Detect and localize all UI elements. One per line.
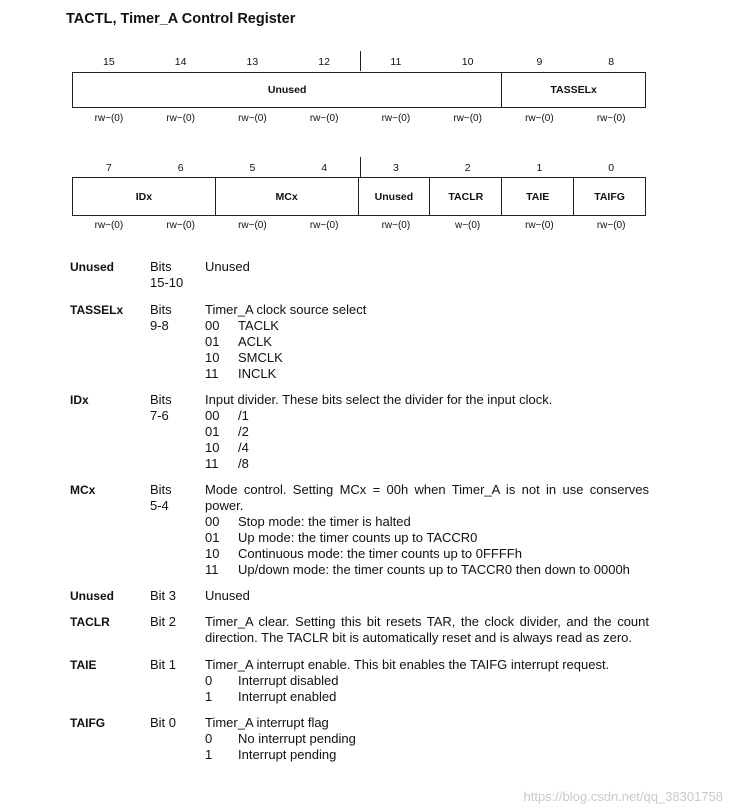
value-meaning: No interrupt pending	[238, 731, 356, 746]
bit-number: 6	[177, 162, 184, 174]
field-description	[205, 614, 649, 646]
value-code: 11	[205, 456, 219, 471]
access-type: rw−(0)	[238, 220, 267, 231]
value-code: 10	[205, 546, 220, 561]
value-option	[205, 689, 649, 705]
value-option	[205, 530, 649, 546]
value-meaning: Continuous mode: the timer counts up to 0FFFFh	[238, 546, 522, 561]
access-type: rw−(0)	[94, 113, 124, 124]
value-meaning: SMCLK	[238, 350, 283, 365]
field-name: TAIFG	[70, 716, 106, 730]
value-option	[205, 456, 649, 472]
value-option	[205, 440, 649, 456]
value-option	[205, 514, 649, 530]
field-bits: Bits 7-6	[150, 392, 172, 423]
value-code: 01	[205, 530, 220, 545]
value-code: 00	[205, 514, 220, 529]
value-option	[205, 424, 649, 440]
access-type: rw−(0)	[525, 113, 554, 124]
register-field-taclr: TACLR	[430, 178, 502, 215]
description-text: Mode control. Setting MCx = 00h when Timer_A is not in use conserves power.	[205, 482, 649, 513]
value-code: 10	[205, 350, 220, 365]
register-field-tasselx: TASSELx	[550, 84, 597, 96]
value-code: 10	[205, 440, 220, 455]
description-text: Timer_A clear. Setting this bit resets TAR, the clock divider, and the count direction. The TACLR bit is automatically reset and is always read as zero.	[205, 614, 649, 645]
access-type: rw−(0)	[596, 113, 626, 124]
access-type: rw−(0)	[453, 113, 482, 124]
bit-number: 0	[608, 162, 615, 174]
field-description	[205, 715, 649, 763]
value-option	[205, 350, 649, 366]
value-meaning: TACLK	[238, 318, 279, 333]
description-text: Timer_A interrupt enable. This bit enables the TAIFG interrupt request.	[205, 657, 610, 672]
value-code: 00	[205, 318, 220, 333]
access-type: rw−(0)	[94, 220, 124, 231]
upper-access-row	[73, 113, 647, 124]
access-type: rw−(0)	[309, 113, 339, 124]
value-code: 11	[205, 562, 219, 577]
bit-number: 8	[608, 56, 615, 68]
field-description	[205, 259, 649, 275]
value-option	[205, 562, 649, 578]
bit-number: 13	[246, 56, 259, 68]
value-meaning: /8	[238, 456, 249, 471]
field-description	[205, 657, 649, 705]
field-bits: Bits 9-8	[150, 302, 172, 333]
value-meaning: /4	[238, 440, 249, 455]
value-code: 01	[205, 334, 220, 349]
field-bits: Bits 15-10	[150, 259, 184, 290]
description-text: Unused	[205, 588, 250, 603]
bit-number: 15	[103, 56, 115, 68]
watermark: https://blog.csdn.net/qq_38301758	[523, 789, 723, 804]
description-text: Unused	[205, 259, 250, 274]
value-option	[205, 366, 649, 382]
description-text: Timer_A clock source select	[205, 302, 367, 317]
value-option	[205, 334, 649, 350]
value-meaning: Interrupt disabled	[238, 673, 339, 688]
lower-nibble-tick	[360, 157, 361, 177]
value-meaning: Up mode: the timer counts up to TACCR0	[238, 530, 478, 545]
bit-number: 9	[536, 56, 543, 68]
field-name: MCx	[70, 483, 96, 497]
field-bits: Bits 5-4	[150, 482, 172, 513]
value-code: 1	[205, 747, 213, 762]
value-code: 00	[205, 408, 220, 423]
value-option	[205, 747, 649, 763]
access-type: w−(0)	[454, 220, 481, 231]
field-bits: Bit 0	[150, 715, 177, 730]
register-field-unused: Unused	[359, 178, 431, 215]
field-bits: Bit 2	[150, 614, 177, 629]
value-meaning: Stop mode: the timer is halted	[238, 514, 411, 529]
bit-number: 5	[249, 162, 256, 174]
access-type: rw−(0)	[238, 113, 267, 124]
field-name: Unused	[70, 589, 115, 603]
access-type: rw−(0)	[166, 220, 195, 231]
register-field-idx: IDx	[73, 178, 216, 215]
field-description	[205, 302, 649, 382]
access-type: rw−(0)	[166, 113, 195, 124]
field-name: TACLR	[70, 615, 110, 629]
field-bits: Bit 3	[150, 588, 177, 603]
upper-register-row	[72, 72, 646, 108]
page-title: TACTL, Timer_A Control Register	[66, 11, 296, 27]
value-code: 11	[205, 366, 219, 381]
field-description	[205, 588, 649, 604]
value-option	[205, 731, 649, 747]
value-meaning: /2	[238, 424, 249, 439]
bit-number: 2	[464, 162, 471, 174]
access-type: rw−(0)	[596, 220, 626, 231]
value-code: 0	[205, 673, 213, 688]
value-code: 0	[205, 731, 213, 746]
value-meaning: /1	[238, 408, 249, 423]
description-text: Timer_A interrupt flag	[205, 715, 329, 730]
value-meaning: Interrupt pending	[238, 747, 337, 762]
bit-number: 1	[536, 162, 543, 174]
field-name: Unused	[70, 260, 115, 274]
value-option	[205, 318, 649, 334]
value-meaning: INCLK	[238, 366, 277, 381]
register-field-taifg: TAIFG	[594, 190, 625, 203]
value-meaning: Interrupt enabled	[238, 689, 337, 704]
value-option	[205, 546, 649, 562]
upper-nibble-tick	[360, 51, 361, 71]
field-bits: Bit 1	[150, 657, 177, 672]
field-description	[205, 392, 649, 472]
value-meaning: Up/down mode: the timer counts up to TACCR0 then down to 0000h	[238, 562, 630, 577]
value-meaning: ACLK	[238, 334, 272, 349]
access-type: rw−(0)	[381, 220, 411, 231]
bit-number: 7	[105, 162, 112, 174]
value-code: 01	[205, 424, 220, 439]
register-field-unused: Unused	[73, 73, 502, 107]
bit-number: 4	[321, 162, 328, 174]
lower-register-row	[72, 177, 646, 216]
bit-number: 11	[390, 56, 402, 68]
value-option	[205, 673, 649, 689]
value-option	[205, 408, 649, 424]
field-description	[205, 482, 649, 578]
description-text: Input divider. These bits select the divider for the input clock.	[205, 392, 553, 407]
bit-number: 12	[318, 56, 330, 68]
bit-number: 14	[174, 56, 187, 68]
register-field-mcx: MCx	[216, 178, 359, 215]
bit-number: 10	[461, 56, 474, 68]
field-name: TASSELx	[70, 303, 124, 317]
field-name: IDx	[70, 393, 89, 407]
access-type: rw−(0)	[309, 220, 339, 231]
access-type: rw−(0)	[381, 113, 411, 124]
access-type: rw−(0)	[525, 220, 554, 231]
lower-access-row	[73, 220, 647, 231]
value-code: 1	[205, 689, 213, 704]
register-field-taie: TAIE	[502, 178, 574, 215]
field-name: TAIE	[70, 658, 97, 672]
bit-number: 3	[392, 162, 399, 174]
